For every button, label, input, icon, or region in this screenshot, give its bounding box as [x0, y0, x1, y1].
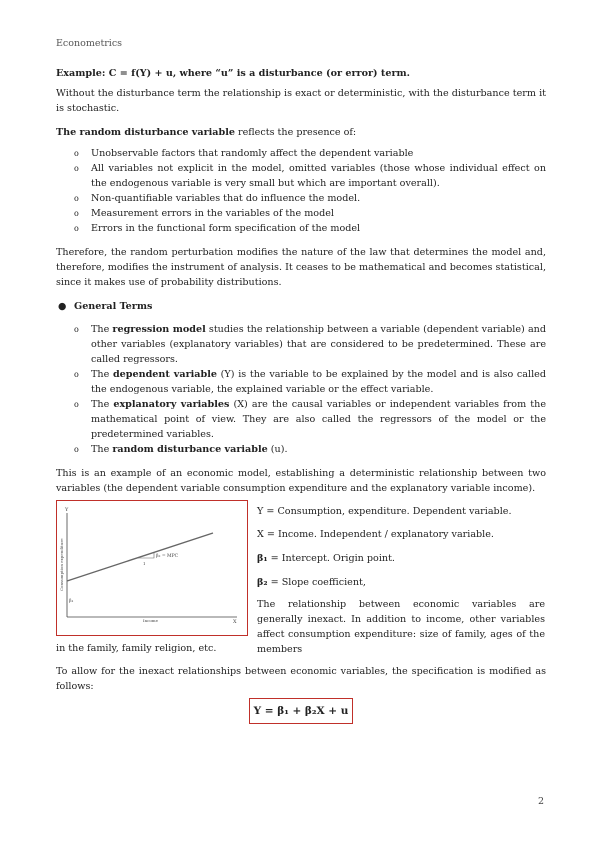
intercept-label: β₁ — [69, 599, 74, 604]
list-item: o The explanatory variables (X) are the causal variables or independent variables from the mathematical point of view. They are also called the regressors of the model or the predetermined variables. — [74, 399, 546, 440]
running-header: Econometrics — [56, 38, 123, 49]
paragraph-economic-model: This is an example of an economic model, establishing a deterministic relationship between two variables (the dependent variable consumption expenditure and the explanatory variable income). — [56, 468, 546, 494]
page-number: 2 — [537, 796, 544, 807]
example-line: Example: C = f(Y) + u, where “u” is a disturbance (or error) term. — [56, 68, 411, 79]
consumption-figure — [56, 500, 248, 636]
consumption-income-chart — [57, 501, 247, 635]
list-item: o The dependent variable (Y) is the variable to be explained by the model and is also called the endogenous variable, the explained variable or the effect variable. — [74, 369, 546, 395]
definition-x: X = Income. Independent / explanatory variable. — [257, 529, 494, 540]
paragraph-deterministic: Without the disturbance term the relationship is exact or deterministic, with the disturbance term it is stochastic. — [56, 88, 546, 114]
list-item: o The regression model studies the relationship between a variable (dependent variable) and other variables (explanatory variables) that are considered to be predetermined. These are called regressors. — [74, 324, 546, 365]
paragraph-disturbance: The random disturbance variable reflects the presence of: — [56, 127, 357, 138]
list-item: o All variables not explicit in the model, omitted variables (those whose individual effect on the endogenous variable is very small but which are important overall). — [74, 163, 546, 189]
list-item: o Non-quantifiable variables that do influence the model. — [74, 193, 361, 204]
definition-beta1: β₁ = Intercept. Origin point. — [257, 553, 395, 564]
regression-line — [67, 533, 213, 581]
definition-beta2: β₂ = Slope coefficient, — [257, 577, 366, 588]
y-axis-letter: Y — [65, 507, 69, 513]
general-terms-list — [56, 322, 546, 457]
paragraph-specification: To allow for the inexact relationships between economic variables, the specification is modified as follows: — [56, 666, 546, 692]
general-terms-heading: ● General Terms — [58, 301, 153, 312]
paragraph-inexact: The relationship between economic variables are generally inexact. In addition to income, other variables affect consumption expenditure: size of family, ages of the members — [257, 599, 545, 655]
stochastic-equation: Y = β₁ + β₂X + u — [249, 698, 353, 724]
definition-y: Y = Consumption, expenditure. Dependent variable. — [257, 506, 512, 517]
bullet-icon: ● — [58, 301, 67, 312]
list-item: o Unobservable factors that randomly affect the dependent variable — [74, 148, 414, 159]
x-axis-title: Income — [143, 618, 158, 623]
y-axis-title: Consumption expenditure — [59, 538, 64, 591]
run-label: 1 — [143, 561, 146, 566]
list-item: o The random disturbance variable (u). — [74, 444, 288, 455]
slope-label: β₂ = MPC — [156, 554, 179, 559]
disturbance-list — [56, 146, 546, 236]
paragraph-perturbation: Therefore, the random perturbation modifies the nature of the law that determines the model and, therefore, modifies the instrument of analysis. It ceases to be mathematical and becomes statistical, since it makes use of probability distributions. — [56, 247, 546, 288]
x-axis-letter: X — [233, 619, 237, 625]
paragraph-continued: in the family, family religion, etc. — [56, 643, 217, 654]
list-item: o Measurement errors in the variables of the model — [74, 208, 334, 219]
list-item: o Errors in the functional form specification of the model — [74, 223, 361, 234]
